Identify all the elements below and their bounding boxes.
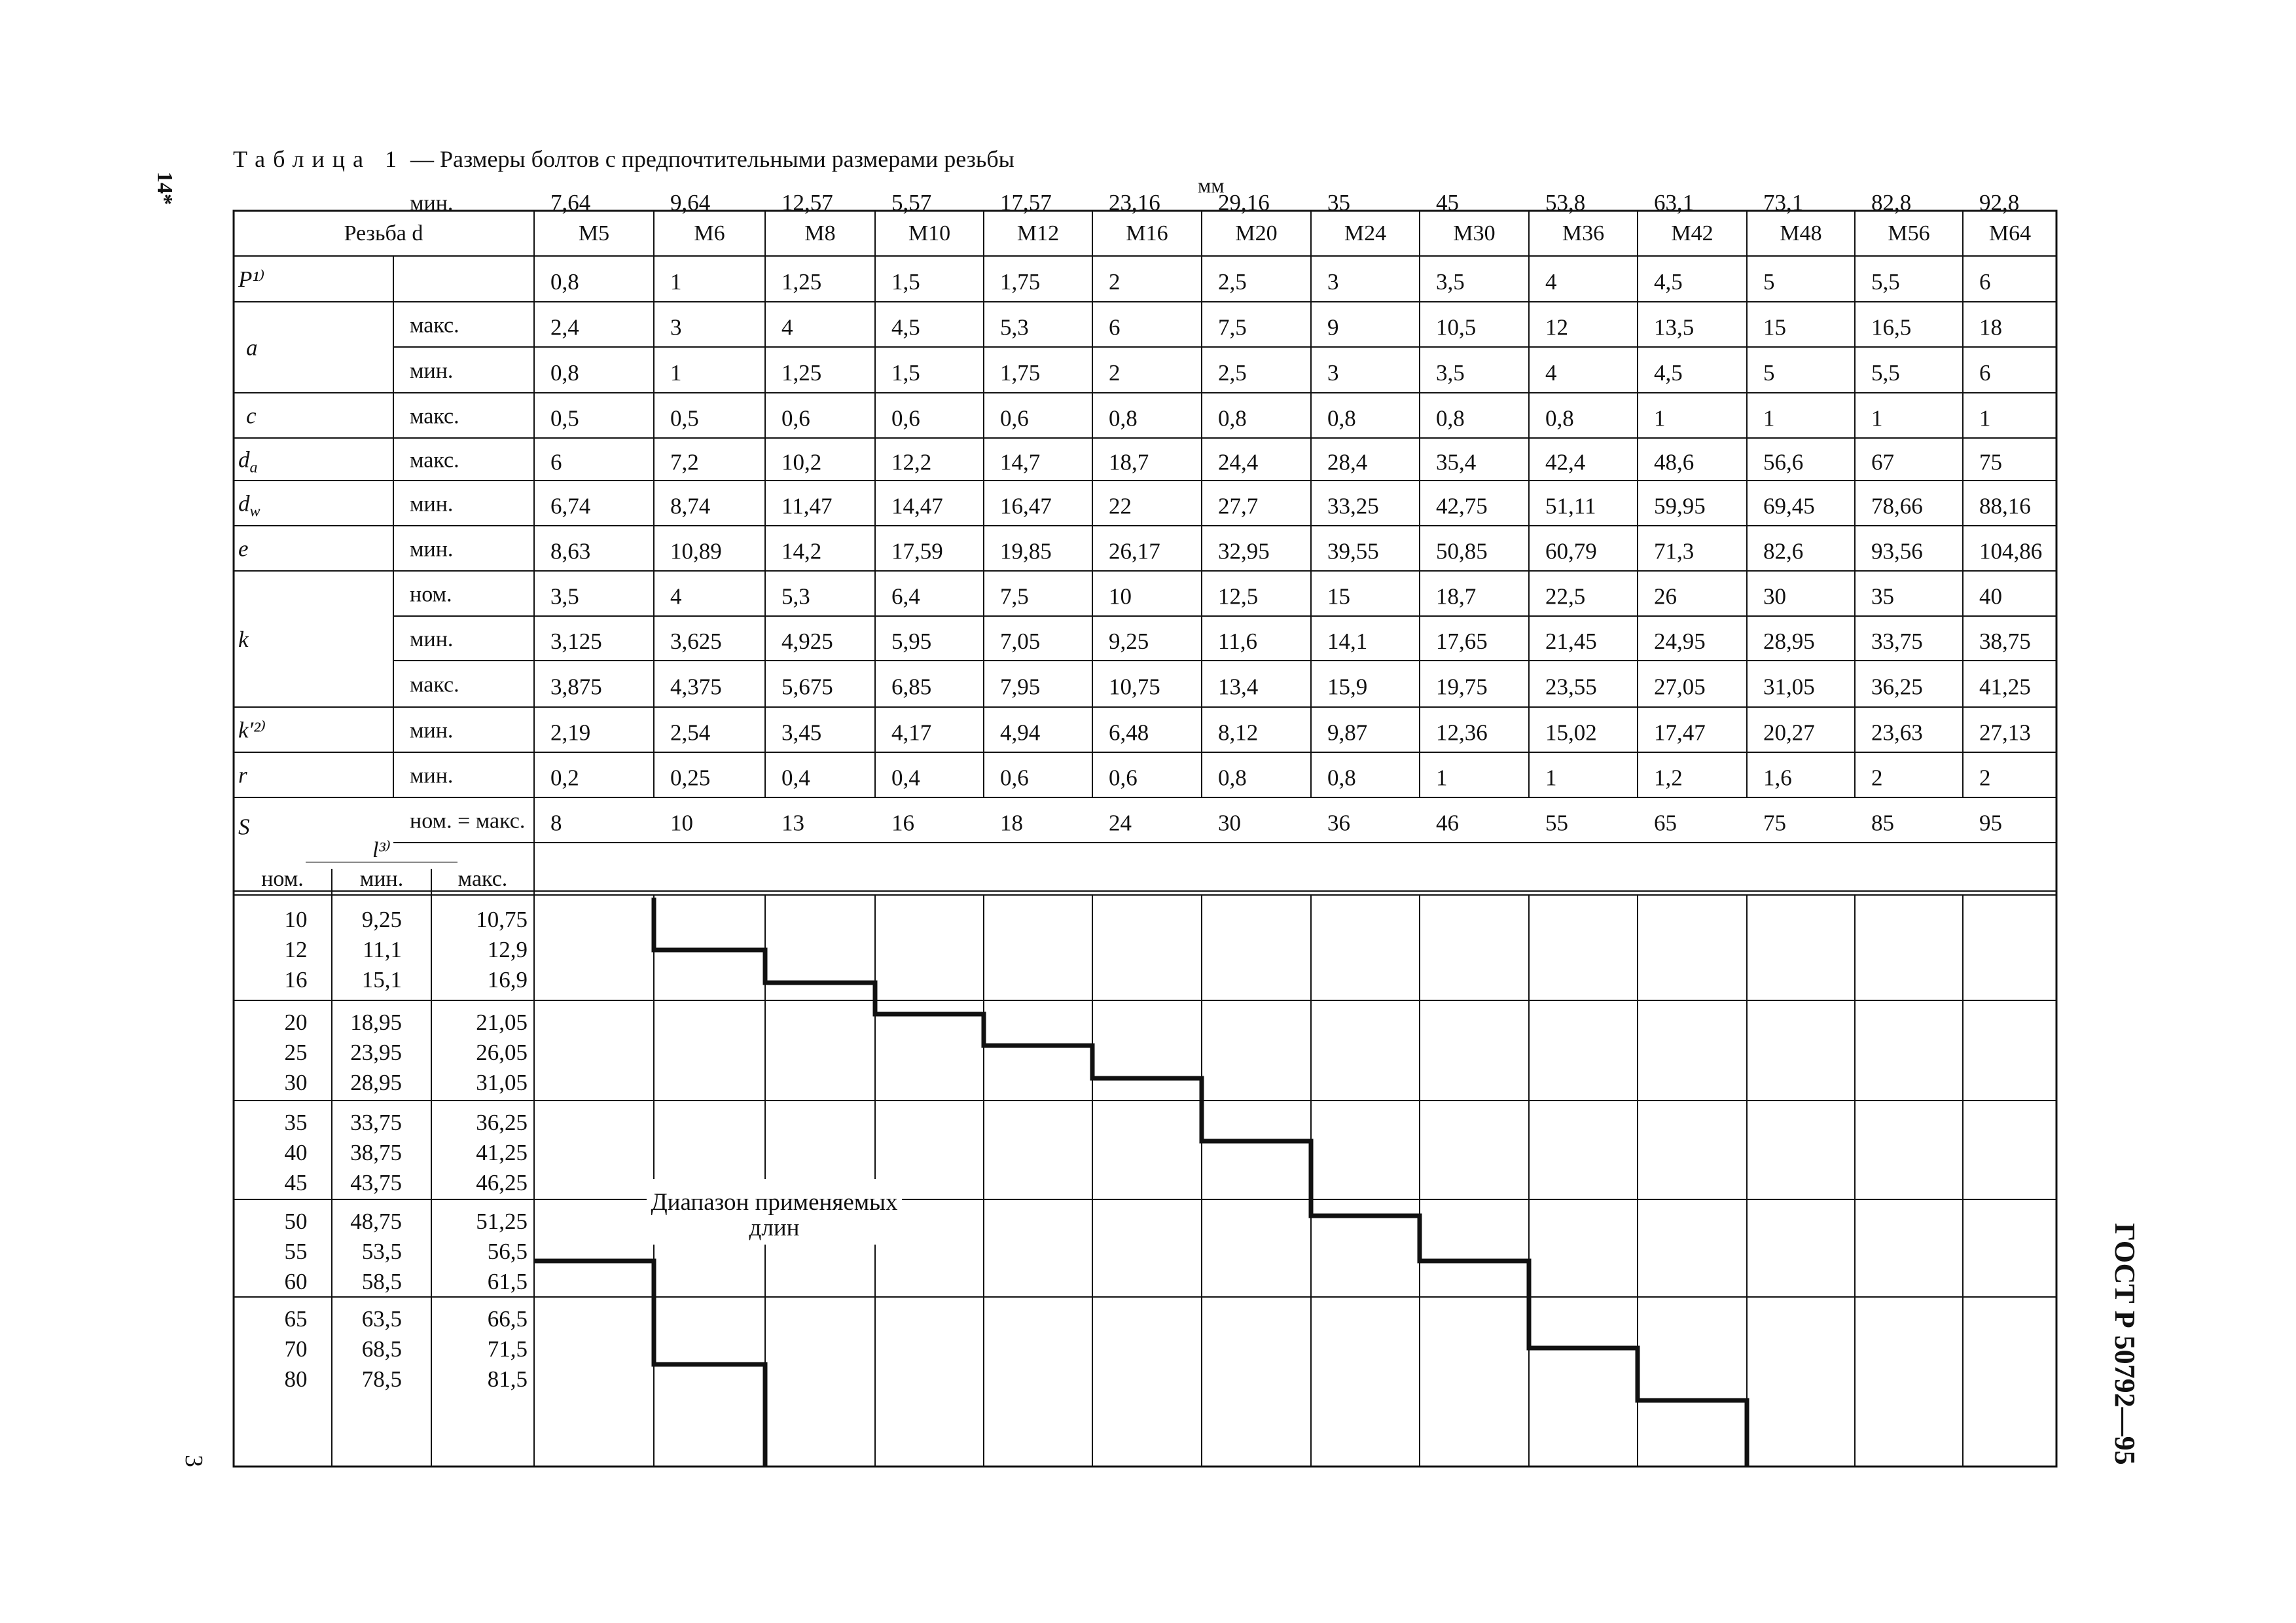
table-value: 15: [1763, 314, 1786, 340]
row-subtype: мин.: [410, 492, 454, 517]
table-value: 4,5: [1654, 360, 1683, 386]
table-value: 10: [1109, 583, 1132, 610]
table-value: 3: [1327, 269, 1339, 295]
table-value: 4,5: [891, 314, 920, 340]
table-value: 59,95: [1654, 493, 1706, 519]
table-caption: [233, 145, 1014, 173]
table-value: 0,8: [1436, 405, 1465, 431]
length-min: 23,95: [350, 1040, 402, 1065]
table-value: 1,25: [781, 360, 822, 386]
table-value: 65: [1654, 810, 1677, 836]
row-subtype: мин.: [410, 763, 454, 788]
table-value: 1,5: [891, 269, 920, 295]
length-max: 51,25: [476, 1209, 528, 1234]
table-value: 17,65: [1436, 629, 1488, 654]
length-nom: 10: [284, 907, 308, 932]
table-value: 88,16: [1979, 493, 2031, 519]
table-value: 10,89: [670, 538, 722, 564]
table-value: 85: [1871, 810, 1894, 836]
table-value: 3,125: [550, 629, 602, 654]
table-value: 38,75: [1979, 629, 2031, 654]
table-value: 4,5: [1654, 269, 1683, 295]
table-value: 30: [1763, 583, 1786, 610]
length-min: 28,95: [350, 1070, 402, 1095]
table-value: 2,19: [550, 720, 591, 746]
table-value: 67: [1871, 449, 1894, 475]
page-number-bottom: 3: [180, 1455, 207, 1467]
row-subtype: макс.: [410, 448, 459, 473]
symbol-da: $d_a$: [238, 447, 258, 477]
table-value: 2: [1109, 269, 1121, 295]
symbol-S: S: [238, 814, 250, 840]
length-min: 58,5: [361, 1269, 402, 1294]
table-value: 18: [1979, 314, 2002, 340]
table-value: 7,64: [550, 190, 591, 215]
table-value: 17,57: [1000, 190, 1052, 215]
table-value: 29,16: [1218, 190, 1270, 215]
table-value: 5,3: [1000, 314, 1029, 340]
table-value: 82,8: [1871, 190, 1912, 215]
table-value: 92,8: [1979, 190, 2020, 215]
table-value: 73,1: [1763, 190, 1804, 215]
table-value: 71,3: [1654, 538, 1695, 564]
table-value: 7,2: [670, 449, 699, 475]
length-max: 71,5: [487, 1336, 528, 1362]
table-value: 42,4: [1545, 449, 1586, 475]
table-value: 4: [1545, 269, 1557, 295]
table-value: 28,4: [1327, 449, 1368, 475]
table-value: 1,5: [891, 360, 920, 386]
length-nom: 30: [284, 1070, 308, 1095]
table-value: 10: [670, 810, 693, 836]
table-value: 0,4: [781, 765, 810, 791]
length-max: 41,25: [476, 1140, 528, 1165]
table-value: 0,8: [1109, 405, 1138, 431]
table-value: 6,74: [550, 493, 591, 519]
table-value: 0,8: [550, 360, 579, 386]
symbol-e: e: [238, 536, 249, 562]
length-min: 48,75: [350, 1209, 402, 1234]
table-value: 50,85: [1436, 538, 1488, 564]
table-value: 10,2: [781, 449, 822, 475]
table-value: 3,625: [670, 629, 722, 654]
table-value: 28,95: [1763, 629, 1815, 654]
table-value: 12,2: [891, 449, 932, 475]
row-subtype: мин.: [410, 191, 454, 215]
table-value: 0,8: [1327, 405, 1356, 431]
table-value: 5,57: [891, 190, 932, 215]
length-min: 15,1: [361, 967, 402, 993]
table-value: 14,7: [1000, 449, 1041, 475]
symbol-a: a: [246, 335, 258, 361]
table-value: 31,05: [1763, 674, 1815, 700]
length-header-max: макс.: [457, 867, 508, 891]
table-value: 0,8: [1218, 405, 1247, 431]
table-value: 63,1: [1654, 190, 1695, 215]
table-value: 14,2: [781, 538, 822, 564]
table-value: 0,6: [1000, 405, 1029, 431]
length-nom: 50: [284, 1209, 308, 1234]
table-value: 36,25: [1871, 674, 1923, 700]
length-max: 61,5: [487, 1269, 528, 1294]
row-subtype: ном. = макс.: [410, 809, 526, 833]
length-min: 38,75: [350, 1140, 402, 1165]
table-value: 22: [1109, 493, 1132, 519]
length-nom: 20: [284, 1010, 308, 1035]
table-value: 18,7: [1436, 583, 1477, 610]
table-value: 78,66: [1871, 493, 1923, 519]
table-value: 8,12: [1218, 720, 1259, 746]
table-value: 4: [1545, 360, 1557, 386]
table-value: 1: [670, 269, 682, 295]
length-max: 31,05: [476, 1070, 528, 1095]
table-value: 12: [1545, 314, 1568, 340]
length-min: 9,25: [361, 907, 402, 932]
table-value: 0,8: [1545, 405, 1574, 431]
length-max: 46,25: [476, 1170, 528, 1195]
table-value: 14,47: [891, 493, 943, 519]
length-max: 56,5: [487, 1239, 528, 1264]
table-value: 45: [1436, 190, 1459, 215]
row-subtype: ном.: [410, 582, 452, 607]
table-value: 27,7: [1218, 493, 1259, 519]
caption-table-number: Таблица 1: [233, 146, 404, 172]
table-value: 17,47: [1654, 720, 1706, 746]
table-value: 1: [1763, 405, 1775, 431]
table-value: 75: [1979, 449, 2002, 475]
table-value: 5,5: [1871, 269, 1900, 295]
table-value: 1: [1436, 765, 1448, 791]
row-subtype: мин.: [410, 537, 454, 562]
table-value: 15: [1327, 583, 1350, 610]
thread-header: M20: [1235, 221, 1278, 246]
table-value: 1,75: [1000, 269, 1041, 295]
table-value: 16,47: [1000, 493, 1052, 519]
table-value: 35: [1871, 583, 1894, 610]
table-value: 10,5: [1436, 314, 1477, 340]
table-value: 19,75: [1436, 674, 1488, 700]
table-value: 0,2: [550, 765, 579, 791]
table-value: 10,75: [1109, 674, 1160, 700]
table-value: 0,5: [550, 405, 579, 431]
table-value: 35: [1327, 190, 1350, 215]
length-nom: 55: [284, 1239, 308, 1264]
table-value: 9,25: [1109, 629, 1149, 654]
table-value: 1,6: [1763, 765, 1792, 791]
table-value: 3,875: [550, 674, 602, 700]
table-value: 6: [1979, 360, 1991, 386]
range-label-line1: Диапазон применяемых: [651, 1189, 898, 1216]
length-nom: 70: [284, 1336, 308, 1362]
symbol-k′²⁾: k′²⁾: [238, 717, 266, 743]
table-value: 7,5: [1218, 314, 1247, 340]
table-value: 20,27: [1763, 720, 1815, 746]
table-value: 0,8: [550, 269, 579, 295]
table-value: 6: [1979, 269, 1991, 295]
length-min: 68,5: [361, 1336, 402, 1362]
length-min: 33,75: [350, 1110, 402, 1135]
table-value: 12,5: [1218, 583, 1259, 610]
table-value: 2: [1109, 360, 1121, 386]
table-value: 23,63: [1871, 720, 1923, 746]
table-value: 2: [1871, 765, 1883, 791]
table-value: 51,11: [1545, 493, 1596, 519]
table-value: 75: [1763, 810, 1786, 836]
table-value: 8,74: [670, 493, 711, 519]
table-value: 1,25: [781, 269, 822, 295]
table-value: 2: [1979, 765, 1991, 791]
row-subtype: макс.: [410, 404, 459, 429]
table-value: 1: [1871, 405, 1883, 431]
table-value: 1,2: [1654, 765, 1683, 791]
table-value: 104,86: [1979, 538, 2043, 564]
page-number-side: 14*: [152, 172, 177, 205]
length-nom: 16: [284, 967, 308, 993]
length-max: 12,9: [487, 937, 528, 962]
table-value: 26: [1654, 583, 1677, 610]
length-header-l: l³⁾: [372, 838, 391, 862]
table-value: 19,85: [1000, 538, 1052, 564]
table-value: 14,1: [1327, 629, 1368, 654]
table-value: 1: [1654, 405, 1666, 431]
table-value: 13: [781, 810, 804, 836]
unit-label: мм: [1198, 173, 1225, 197]
symbol-P¹⁾: P¹⁾: [238, 266, 265, 292]
table-value: 3,45: [781, 720, 822, 746]
table-value: 42,75: [1436, 493, 1488, 519]
table-value: 8: [550, 810, 562, 836]
length-min: 53,5: [361, 1239, 402, 1264]
table-value: 46: [1436, 810, 1459, 836]
length-min: 78,5: [361, 1366, 402, 1392]
table-value: 0,5: [670, 405, 699, 431]
symbol-k: k: [238, 627, 249, 652]
symbol-c: c: [246, 403, 257, 429]
length-min: 43,75: [350, 1170, 402, 1195]
range-lower-boundary: [534, 1261, 765, 1467]
caption-title: — Размеры болтов с предпочтительными размерами резьбы: [404, 146, 1014, 172]
length-nom: 60: [284, 1269, 308, 1294]
length-header-nom: ном.: [261, 867, 304, 891]
table-value: 16: [891, 810, 914, 836]
table-value: 0,8: [1327, 765, 1356, 791]
table-value: 26,17: [1109, 538, 1160, 564]
thread-header: M64: [1988, 221, 2032, 246]
table-value: 32,95: [1218, 538, 1270, 564]
table-value: 69,45: [1763, 493, 1815, 519]
table-value: 22,5: [1545, 583, 1586, 610]
table-value: 6,4: [891, 583, 920, 610]
table-value: 16,5: [1871, 314, 1912, 340]
thread-header: M36: [1562, 221, 1605, 246]
table-grid: [233, 190, 2057, 1467]
table-value: 0,8: [1218, 765, 1247, 791]
table-value: 11,47: [781, 493, 833, 519]
length-nom: 12: [284, 937, 308, 962]
table-value: 6,48: [1109, 720, 1149, 746]
table-value: 33,75: [1871, 629, 1923, 654]
length-max: 16,9: [487, 967, 528, 993]
thread-header: M5: [578, 221, 610, 246]
table-value: 3,5: [1436, 360, 1465, 386]
row-subtype: макс.: [410, 672, 459, 697]
length-nom: 25: [284, 1040, 308, 1065]
table-value: 24,4: [1218, 449, 1259, 475]
table-value: 3,5: [1436, 269, 1465, 295]
table-value: 7,5: [1000, 583, 1029, 610]
table-value: 7,05: [1000, 629, 1041, 654]
table-value: 24: [1109, 810, 1132, 836]
table-value: 0,6: [1000, 765, 1029, 791]
thread-header: M24: [1344, 221, 1387, 246]
row-subtype: мин.: [410, 359, 454, 383]
table-value: 7,95: [1000, 674, 1041, 700]
table-value: 11,6: [1218, 629, 1257, 654]
table-value: 4: [781, 314, 793, 340]
table-value: 21,45: [1545, 629, 1597, 654]
range-label-line2: длин: [749, 1214, 800, 1241]
table-value: 4,925: [781, 629, 833, 654]
table-value: 41,25: [1979, 674, 2031, 700]
table-value: 15,9: [1327, 674, 1368, 700]
table-value: 5: [1763, 269, 1775, 295]
table-value: 13,5: [1654, 314, 1695, 340]
table-value: 40: [1979, 583, 2002, 610]
table-value: 53,8: [1545, 190, 1586, 215]
length-nom: 80: [284, 1366, 308, 1392]
table-value: 0,25: [670, 765, 711, 791]
thread-header: M30: [1453, 221, 1496, 246]
thread-header: M10: [908, 221, 951, 246]
table-value: 2,5: [1218, 269, 1247, 295]
row-subtype: мин.: [410, 718, 454, 743]
table-value: 5,95: [891, 629, 932, 654]
table-value: 36: [1327, 810, 1350, 836]
length-max: 36,25: [476, 1110, 528, 1135]
table-value: 1: [1545, 765, 1557, 791]
table-value: 27,13: [1979, 720, 2031, 746]
table-value: 60,79: [1545, 538, 1597, 564]
thread-header: M8: [804, 221, 836, 246]
table-value: 4,375: [670, 674, 722, 700]
length-header-min: мин.: [359, 867, 404, 891]
table-value: 3: [1327, 360, 1339, 386]
length-nom: 40: [284, 1140, 308, 1165]
table-value: 4,94: [1000, 720, 1041, 746]
table-value: 3: [670, 314, 682, 340]
length-max: 21,05: [476, 1010, 528, 1035]
table-value: 9: [1327, 314, 1339, 340]
table-value: 18: [1000, 810, 1023, 836]
bolt-dimensions-table: [233, 190, 2057, 1467]
length-max: 81,5: [487, 1366, 528, 1392]
table-value: 5,675: [781, 674, 833, 700]
table-value: 15,02: [1545, 720, 1597, 746]
standard-designation: ГОСТ Р 50792—95: [2109, 1223, 2141, 1465]
table-value: 23,55: [1545, 674, 1597, 700]
table-value: 2,4: [550, 314, 579, 340]
thread-header: M6: [694, 221, 725, 246]
table-value: 12,57: [781, 190, 833, 215]
length-min: 18,95: [350, 1010, 402, 1035]
table-value: 1: [1979, 405, 1991, 431]
length-max: 10,75: [476, 907, 528, 932]
table-value: 0,6: [1109, 765, 1138, 791]
table-value: 1: [670, 360, 682, 386]
table-value: 23,16: [1109, 190, 1160, 215]
length-min: 11,1: [363, 937, 402, 962]
row-subtype: макс.: [410, 313, 459, 338]
length-nom: 45: [284, 1170, 308, 1195]
row-subtype: мин.: [410, 627, 454, 651]
table-value: 4: [670, 583, 682, 610]
table-value: 48,6: [1654, 449, 1695, 475]
table-value: 18,7: [1109, 449, 1149, 475]
table-value: 24,95: [1654, 629, 1706, 654]
symbol-r: r: [238, 762, 247, 788]
length-nom: 65: [284, 1306, 308, 1332]
table-value: 39,55: [1327, 538, 1379, 564]
table-value: 95: [1979, 810, 2002, 836]
table-value: 13,4: [1218, 674, 1259, 700]
table-value: 0,4: [891, 765, 920, 791]
table-value: 17,59: [891, 538, 943, 564]
table-value: 33,25: [1327, 493, 1379, 519]
table-value: 56,6: [1763, 449, 1804, 475]
table-value: 9,64: [670, 190, 711, 215]
thread-header: M12: [1016, 221, 1060, 246]
table-value: 4,17: [891, 720, 932, 746]
table-value: 2,54: [670, 720, 711, 746]
table-value: 6: [1109, 314, 1121, 340]
table-value: 0,6: [781, 405, 810, 431]
table-value: 55: [1545, 810, 1568, 836]
table-value: 12,36: [1436, 720, 1488, 746]
thread-header: M42: [1671, 221, 1713, 246]
table-value: 35,4: [1436, 449, 1477, 475]
table-value: 82,6: [1763, 538, 1804, 564]
thread-header: M16: [1126, 221, 1168, 246]
table-value: 8,63: [550, 538, 591, 564]
table-value: 30: [1218, 810, 1241, 836]
table-value: 5,5: [1871, 360, 1900, 386]
thread-header: M48: [1780, 221, 1822, 246]
length-min: 63,5: [361, 1306, 402, 1332]
table-value: 5,3: [781, 583, 810, 610]
symbol-dw: $d_w$: [238, 490, 260, 520]
table-value: 0,6: [891, 405, 920, 431]
length-max: 66,5: [487, 1306, 528, 1332]
table-value: 27,05: [1654, 674, 1706, 700]
table-value: 3,5: [550, 583, 579, 610]
table-value: 1,75: [1000, 360, 1041, 386]
table-value: 9,87: [1327, 720, 1368, 746]
table-value: 2,5: [1218, 360, 1247, 386]
table-value: 6,85: [891, 674, 932, 700]
table-value: 93,56: [1871, 538, 1923, 564]
table-value: 6: [550, 449, 562, 475]
length-nom: 35: [284, 1110, 308, 1135]
thread-header: M56: [1888, 221, 1930, 246]
length-max: 26,05: [476, 1040, 528, 1065]
header-thread-label: Резьба d: [344, 221, 423, 246]
table-value: 5: [1763, 360, 1775, 386]
